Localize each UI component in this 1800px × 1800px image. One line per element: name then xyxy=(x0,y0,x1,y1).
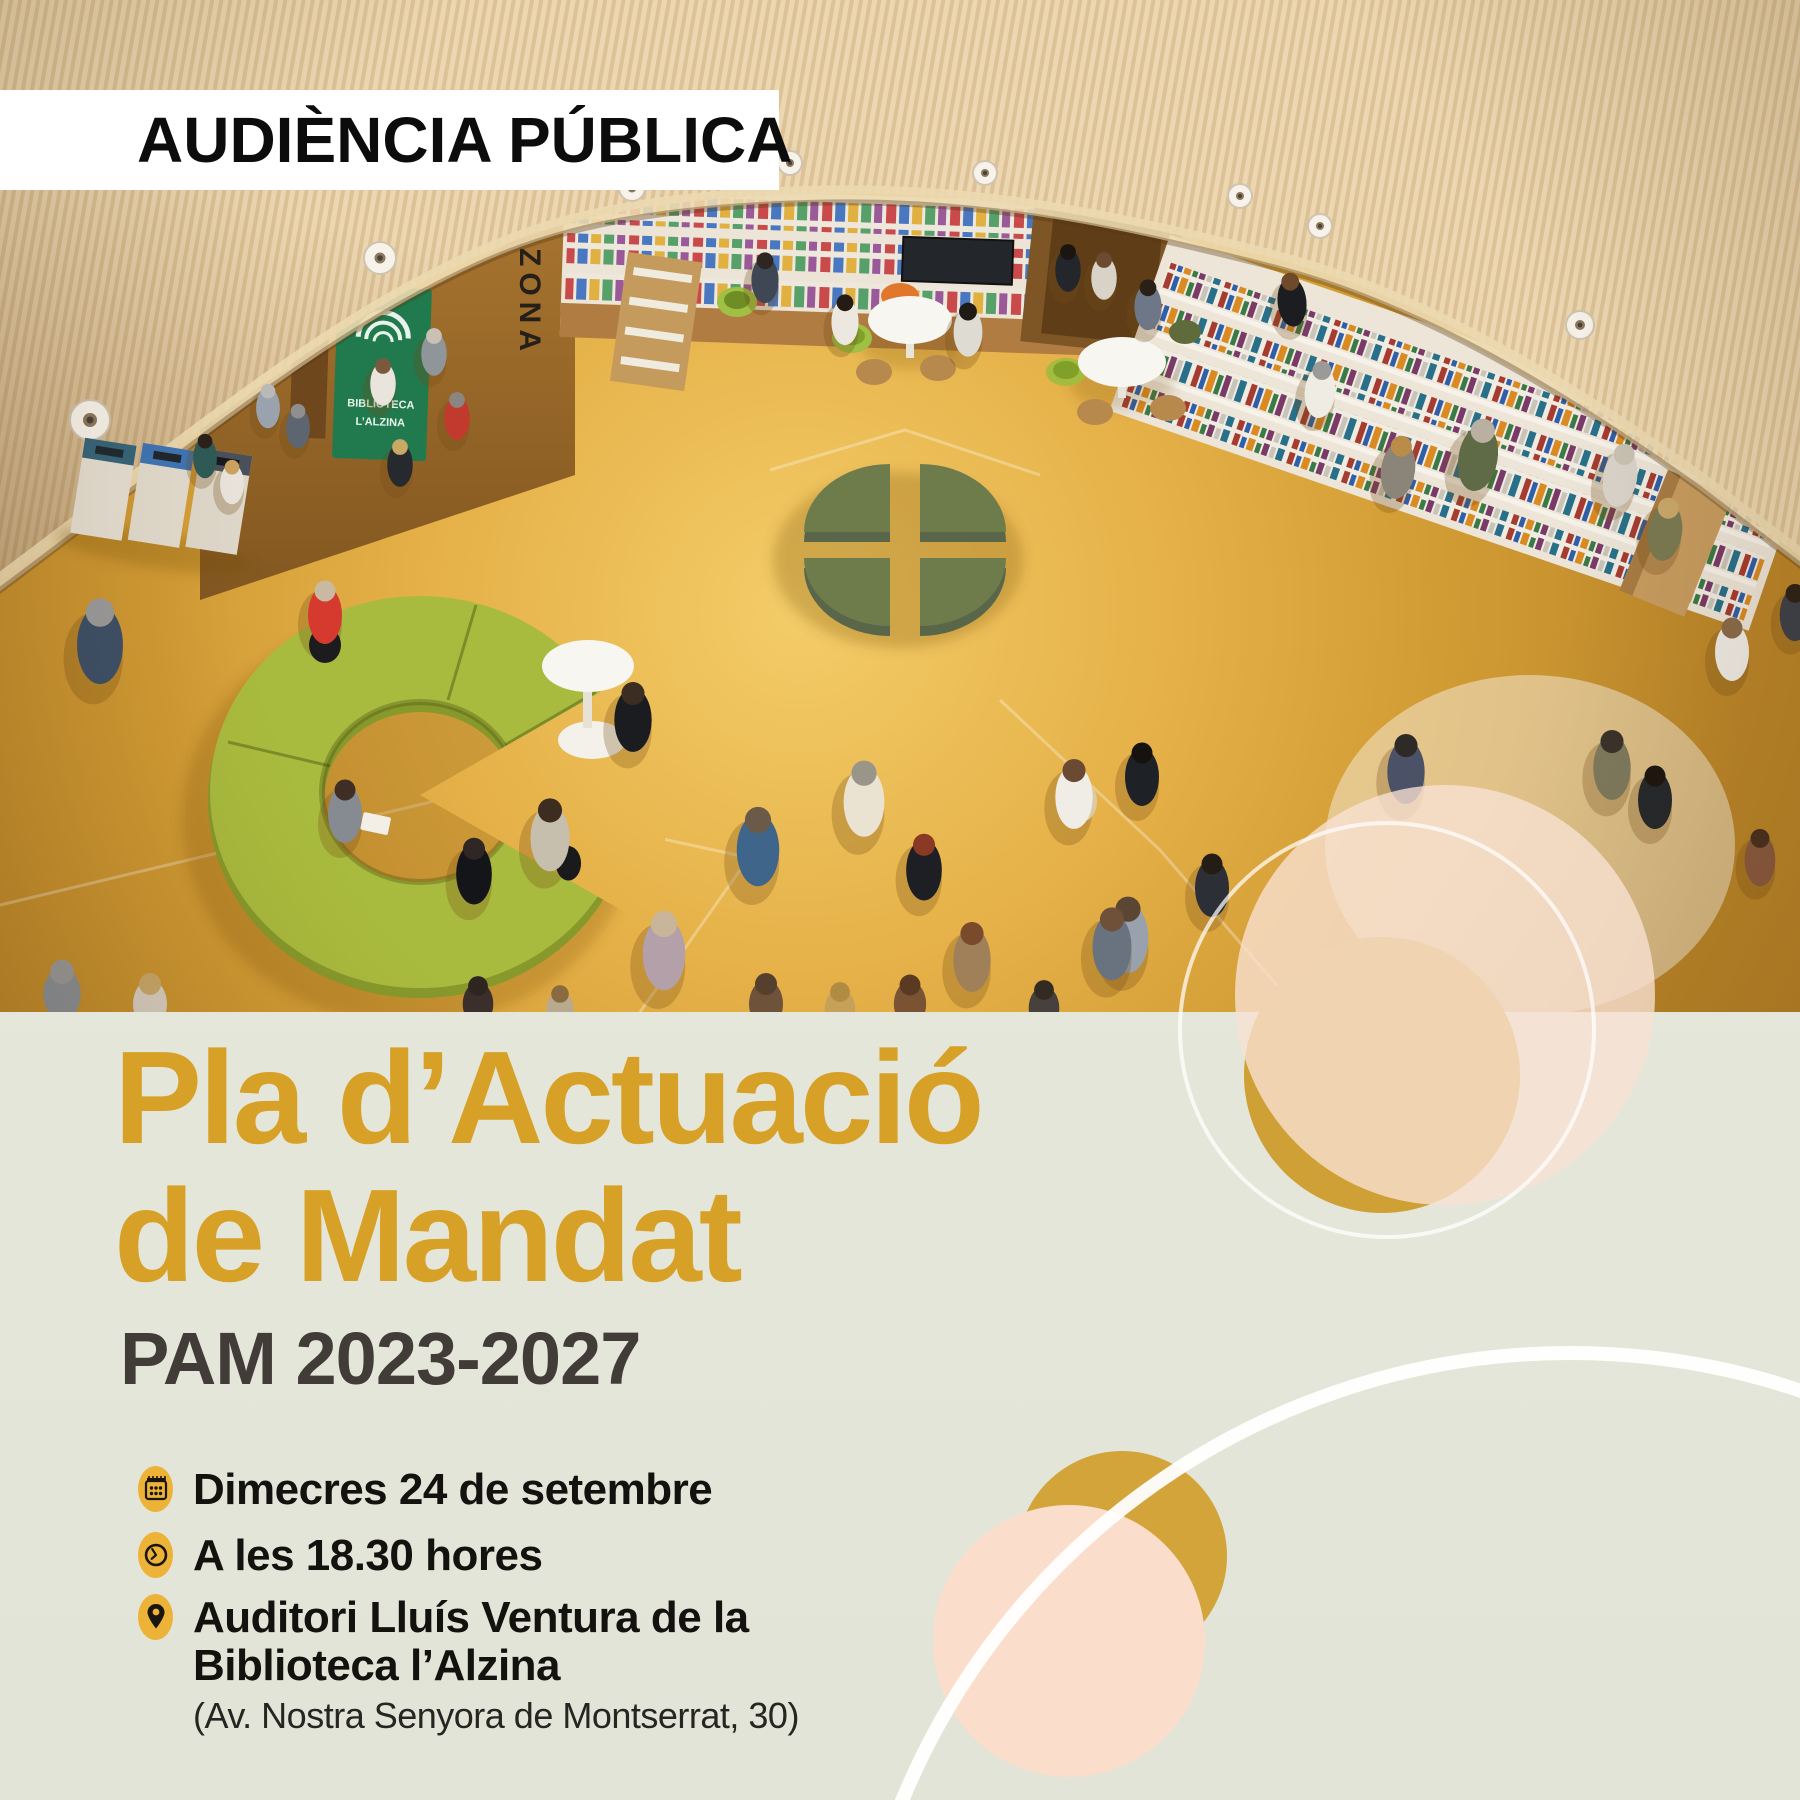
calendar-icon xyxy=(138,1466,173,1512)
detail-place-line2: Biblioteca l’Alzina xyxy=(193,1641,561,1690)
page-title-line2: de Mandat xyxy=(114,1162,740,1309)
page-subtitle: PAM 2023-2027 xyxy=(120,1317,641,1400)
detail-time xyxy=(138,1532,542,1580)
detail-time-label: A les 18.30 hores xyxy=(193,1531,543,1580)
detail-place-note: (Av. Nostra Senyora de Montserrat, 30) xyxy=(193,1695,799,1736)
detail-date xyxy=(138,1466,712,1514)
detail-place-line1: Auditori Lluís Ventura de la xyxy=(193,1593,749,1642)
detail-date-label: Dimecres 24 de setembre xyxy=(193,1465,713,1514)
detail-place xyxy=(138,1594,799,1738)
header-banner-label: AUDIÈNCIA PÚBLICA xyxy=(137,104,793,176)
location-pin-icon xyxy=(138,1594,173,1640)
clock-icon xyxy=(138,1532,173,1578)
decorative-thin-ring xyxy=(1178,821,1596,1239)
page-title-line1: Pla d’Actuació xyxy=(114,1024,982,1171)
header-banner xyxy=(0,90,793,190)
